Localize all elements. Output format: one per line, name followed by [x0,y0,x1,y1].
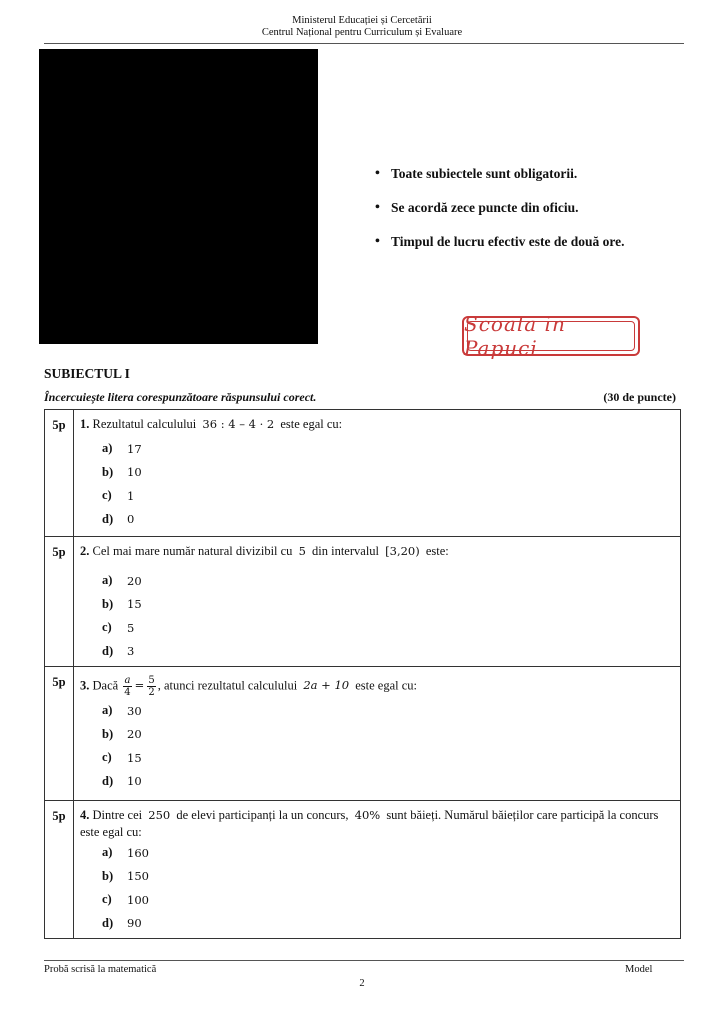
answer-option[interactable] [80,437,674,461]
redacted-box [39,49,318,344]
header-divider [44,43,684,44]
option-value: 1 [127,488,135,503]
question-text-part: de elevi participanți la un concurs, [176,808,349,822]
option-letter: a) [102,573,113,588]
option-value: 100 [127,892,149,907]
option-letter: a) [102,703,113,718]
answer-option[interactable] [80,484,674,508]
questions-table [44,409,681,939]
option-letter: b) [102,464,114,479]
option-value: 15 [127,597,142,612]
ministry-name: Ministerul Educației și Cercetării [292,15,432,26]
question-text-part: este: [425,544,449,558]
option-value: 20 [127,727,142,742]
answer-option[interactable] [80,593,674,617]
question-text-part: Cel mai mare număr natural divizibil cu [92,544,293,558]
math-expression: 2a + 10 [303,678,350,693]
question-row [45,410,680,536]
answer-option[interactable] [80,888,674,912]
question-text-part: Dacă [92,678,119,693]
question-points: 5p [45,801,74,938]
question-text-part: sunt băieți. Numărul băieților care participă la concurs este egal cu: [80,808,659,839]
option-value: 10 [127,465,142,480]
option-value: 160 [127,845,149,860]
option-letter: c) [102,750,112,765]
option-letter: c) [102,488,112,503]
page-header [0,15,724,39]
exam-rules-list [375,165,624,267]
option-value: 3 [127,644,135,659]
option-letter: b) [102,868,114,883]
question-number: 3. [80,678,90,693]
question-text-part: , atunci rezultatul calculului [157,678,298,693]
question-text-part: Rezultatul calculului [92,417,197,431]
answer-option[interactable] [80,699,674,723]
subject-instruction: Încercuiește litera corespunzătoare răspunsului corect. [44,390,317,404]
option-letter: d) [102,511,114,526]
answer-option[interactable] [80,723,674,747]
option-value: 20 [127,573,142,588]
footer-exam-name: Probă scrisă la matematică [44,964,157,975]
question-points: 5p [45,410,74,536]
option-letter: b) [102,726,114,741]
answer-option[interactable] [80,865,674,889]
option-value: 30 [127,703,142,718]
subject-points: (30 de puncte) [603,390,676,404]
question-points: 5p [45,537,74,666]
page-number: 2 [359,978,365,989]
answer-option[interactable] [80,569,674,593]
option-value: 150 [127,869,149,884]
answer-option[interactable] [80,640,674,664]
answer-option[interactable] [80,508,674,532]
equals-sign: = [134,678,145,693]
fraction-denominator: 4 [124,687,131,698]
question-body [74,537,680,666]
question-row [45,536,680,666]
question-text [80,543,674,560]
math-number: 250 [148,808,171,822]
question-text [80,807,674,841]
logo-inner-border [467,321,635,351]
option-letter: a) [102,441,113,456]
answer-option[interactable] [80,461,674,485]
answer-option[interactable] [80,616,674,640]
option-letter: d) [102,643,114,658]
question-text-part: din intervalul [312,544,380,558]
question-number: 1. [80,417,90,431]
option-letter: c) [102,892,112,907]
answer-option[interactable] [80,770,674,794]
rule-item: • Se acordă zece puncte din oficiu. [375,199,624,233]
question-row [45,800,680,938]
fraction-a-over-4 [123,675,131,698]
question-text-part: Dintre cei [92,808,143,822]
option-value: 90 [127,916,142,931]
subject-title: SUBIECTUL I [44,366,130,381]
answer-option[interactable] [80,746,674,770]
option-letter: a) [102,845,113,860]
option-letter: d) [102,915,114,930]
rule-item: • Timpul de lucru efectiv este de două ore. [375,233,624,267]
question-text-part: este egal cu: [280,417,343,431]
answer-option[interactable] [80,912,674,936]
question-number: 4. [80,808,90,822]
fraction-5-over-2 [147,675,155,698]
rule-item: • Toate subiectele sunt obligatorii. [375,165,624,199]
footer-divider [44,960,684,961]
question-text [80,673,674,698]
answer-option[interactable] [80,841,674,865]
watermark-logo [462,312,640,360]
question-row [45,666,680,800]
math-interval: [3,20) [385,544,420,558]
option-value: 10 [127,774,142,789]
footer-model-label: Model [625,964,653,975]
option-letter: d) [102,773,114,788]
fraction-denominator: 2 [148,687,155,698]
option-value: 15 [127,750,142,765]
question-points: 5p [45,667,74,800]
question-body [74,801,680,938]
option-letter: b) [102,596,114,611]
option-letter: c) [102,620,112,635]
question-number: 2. [80,544,90,558]
math-expression: 36 : 4 – 4 · 2 [202,417,275,431]
question-body [74,410,680,536]
math-expression: 5 [298,544,306,558]
fraction-numerator: a [124,675,131,686]
fraction-numerator: 5 [148,675,155,686]
option-value: 17 [127,441,142,456]
question-text-part: este egal cu: [355,678,418,693]
math-percentage: 40% [354,808,381,822]
question-body [74,667,680,800]
question-text [80,416,674,433]
center-name: Centrul Național pentru Curriculum și Evaluare [261,27,463,38]
logo-text: Scoala in Papuci [464,312,566,360]
option-value: 5 [127,620,135,635]
option-value: 0 [127,512,135,527]
